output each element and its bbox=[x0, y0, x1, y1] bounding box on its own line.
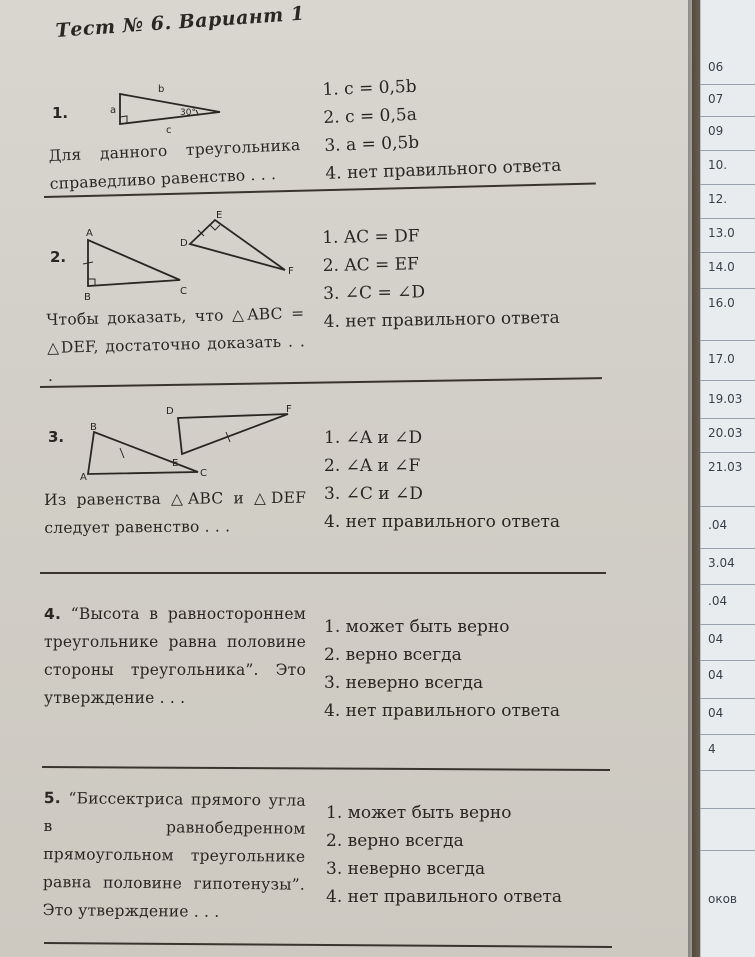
question-5-option-2[interactable]: 2. верно всегда bbox=[326, 831, 464, 851]
question-2-stem: Чтобы доказать, что △ABC = △DEF, достаточно доказать . . . bbox=[46, 304, 306, 385]
triangle-abc bbox=[88, 240, 180, 286]
side-row-line bbox=[700, 418, 755, 419]
label-e: E bbox=[172, 458, 179, 469]
side-entry-10: 19.03 bbox=[708, 392, 743, 406]
label-d: D bbox=[180, 238, 188, 249]
side-row-line bbox=[700, 218, 755, 219]
side-entry-16: 04 bbox=[708, 632, 724, 646]
question-3-option-4[interactable]: 4. нет правильного ответа bbox=[324, 512, 561, 532]
side-entry-20: оков bbox=[708, 892, 738, 906]
side-entry-18: 04 bbox=[708, 706, 724, 720]
side-row-line bbox=[700, 808, 755, 809]
label-b: b bbox=[158, 84, 165, 95]
side-register-sheet bbox=[700, 0, 755, 957]
question-2-figure bbox=[80, 208, 310, 303]
side-row-line bbox=[700, 150, 755, 151]
question-2-option-3[interactable]: 3. ∠C = ∠D bbox=[323, 282, 426, 304]
question-5-option-1[interactable]: 1. может быть верно bbox=[326, 803, 512, 823]
side-row-line bbox=[700, 116, 755, 117]
question-2-options bbox=[322, 220, 564, 336]
side-sheet-margin bbox=[700, 0, 701, 957]
question-1-option-2[interactable]: 2. c = 0,5a bbox=[323, 104, 418, 128]
question-2-option-1[interactable]: 1. AC = DF bbox=[322, 226, 420, 248]
question-1-options bbox=[322, 68, 562, 188]
label-e: E bbox=[216, 210, 223, 221]
question-1-option-3[interactable]: 3. a = 0,5b bbox=[324, 132, 420, 156]
question-1-stem: Для данного треугольника справедливо равенство . . . bbox=[48, 136, 301, 193]
label-c: C bbox=[200, 468, 207, 479]
question-1-option-1[interactable]: 1. c = 0,5b bbox=[322, 76, 417, 100]
side-entry-2: 07 bbox=[708, 92, 724, 106]
side-entry-1: 06 bbox=[708, 60, 724, 74]
question-3-number: 3. bbox=[48, 428, 65, 446]
label-a: A bbox=[80, 472, 87, 483]
side-row-line bbox=[700, 660, 755, 661]
side-row-line bbox=[700, 734, 755, 735]
side-row-line bbox=[700, 584, 755, 585]
side-entry-5: 12. bbox=[708, 192, 728, 206]
question-4-text: “Высота в равностороннем треугольнике равна половине стороны треугольника”. Это утверждение . . . bbox=[44, 605, 306, 707]
side-entry-3: 09 bbox=[708, 124, 724, 138]
label-a: a bbox=[110, 105, 117, 116]
side-row-line bbox=[700, 340, 755, 341]
label-a: A bbox=[86, 228, 93, 239]
side-entry-7: 14.0 bbox=[708, 260, 735, 274]
divider-3 bbox=[40, 572, 606, 574]
tick-abc bbox=[120, 448, 124, 458]
side-entry-4: 10. bbox=[708, 158, 728, 172]
side-row-line bbox=[700, 288, 755, 289]
triangle-def bbox=[178, 414, 288, 454]
label-b: B bbox=[84, 292, 91, 303]
question-4-options bbox=[324, 613, 560, 725]
question-3-option-3[interactable]: 3. ∠C и ∠D bbox=[324, 484, 423, 504]
right-angle-mark bbox=[120, 116, 127, 123]
question-5-text: “Биссектриса прямого угла в равнобедренном прямоугольном треугольнике равна половине гипотенузы”. Это утверждение . . . bbox=[42, 789, 306, 921]
question-4-option-3[interactable]: 3. неверно всегда bbox=[324, 673, 484, 693]
triangle-1 bbox=[120, 94, 220, 124]
divider-5 bbox=[44, 942, 612, 947]
side-row-line bbox=[700, 698, 755, 699]
side-row-line bbox=[700, 252, 755, 253]
side-row-line bbox=[700, 624, 755, 625]
label-c: C bbox=[180, 286, 187, 297]
side-row-line bbox=[700, 850, 755, 851]
question-1-figure bbox=[108, 84, 228, 134]
side-entry-9: 17.0 bbox=[708, 352, 735, 366]
side-entry-14: 3.04 bbox=[708, 556, 735, 570]
label-angle-30: 30° bbox=[180, 108, 196, 118]
label-b: B bbox=[90, 422, 97, 433]
test-title: Тест № 6. Вариант 1 bbox=[55, 2, 306, 42]
right-angle-def bbox=[210, 225, 220, 230]
question-2-number: 2. bbox=[50, 248, 67, 266]
question-4-option-1[interactable]: 1. может быть верно bbox=[324, 617, 510, 637]
label-c: c bbox=[166, 125, 172, 136]
question-3-option-2[interactable]: 2. ∠A и ∠F bbox=[324, 456, 421, 476]
side-row-line bbox=[700, 84, 755, 85]
question-4-number: 4. bbox=[44, 605, 62, 623]
question-2-option-2[interactable]: 2. AC = EF bbox=[322, 254, 420, 276]
question-5-option-4[interactable]: 4. нет правильного ответа bbox=[326, 887, 563, 907]
question-5-number: 5. bbox=[43, 788, 62, 808]
question-3-options bbox=[324, 424, 560, 536]
side-entry-6: 13.0 bbox=[708, 226, 735, 240]
side-entry-8: 16.0 bbox=[708, 296, 735, 310]
question-5-option-3[interactable]: 3. неверно всегда bbox=[326, 859, 486, 879]
divider-4 bbox=[42, 766, 610, 770]
side-row-line bbox=[700, 184, 755, 185]
question-3-stem: Из равенства △ABC и △DEF следует равенство . . . bbox=[44, 488, 307, 537]
triangle-def bbox=[190, 220, 285, 270]
side-row-line bbox=[700, 770, 755, 771]
side-row-line bbox=[700, 548, 755, 549]
question-4-option-2[interactable]: 2. верно всегда bbox=[324, 645, 462, 665]
side-entry-11: 20.03 bbox=[708, 426, 743, 440]
label-f: F bbox=[288, 266, 294, 277]
side-row-line bbox=[700, 452, 755, 453]
side-row-line bbox=[700, 380, 755, 381]
side-entry-17: 04 bbox=[708, 668, 724, 682]
side-row-line bbox=[700, 506, 755, 507]
label-f: F bbox=[286, 404, 292, 415]
side-entry-19: 4 bbox=[708, 742, 716, 756]
side-entry-15: .04 bbox=[708, 594, 728, 608]
side-entry-13: .04 bbox=[708, 518, 728, 532]
question-1-option-4[interactable]: 4. нет правильного ответа bbox=[325, 155, 562, 184]
question-4-option-4[interactable]: 4. нет правильного ответа bbox=[324, 701, 561, 721]
label-d: D bbox=[166, 406, 174, 417]
question-5-stem bbox=[43, 784, 306, 927]
side-entry-12: 21.03 bbox=[708, 460, 743, 474]
question-5-options bbox=[326, 799, 562, 911]
question-2-option-4[interactable]: 4. нет правильного ответа bbox=[323, 307, 560, 332]
question-4-stem bbox=[44, 600, 306, 712]
question-3-option-1[interactable]: 1. ∠A и ∠D bbox=[324, 428, 423, 448]
question-1-number: 1. bbox=[52, 104, 69, 122]
question-3-figure bbox=[80, 402, 310, 482]
